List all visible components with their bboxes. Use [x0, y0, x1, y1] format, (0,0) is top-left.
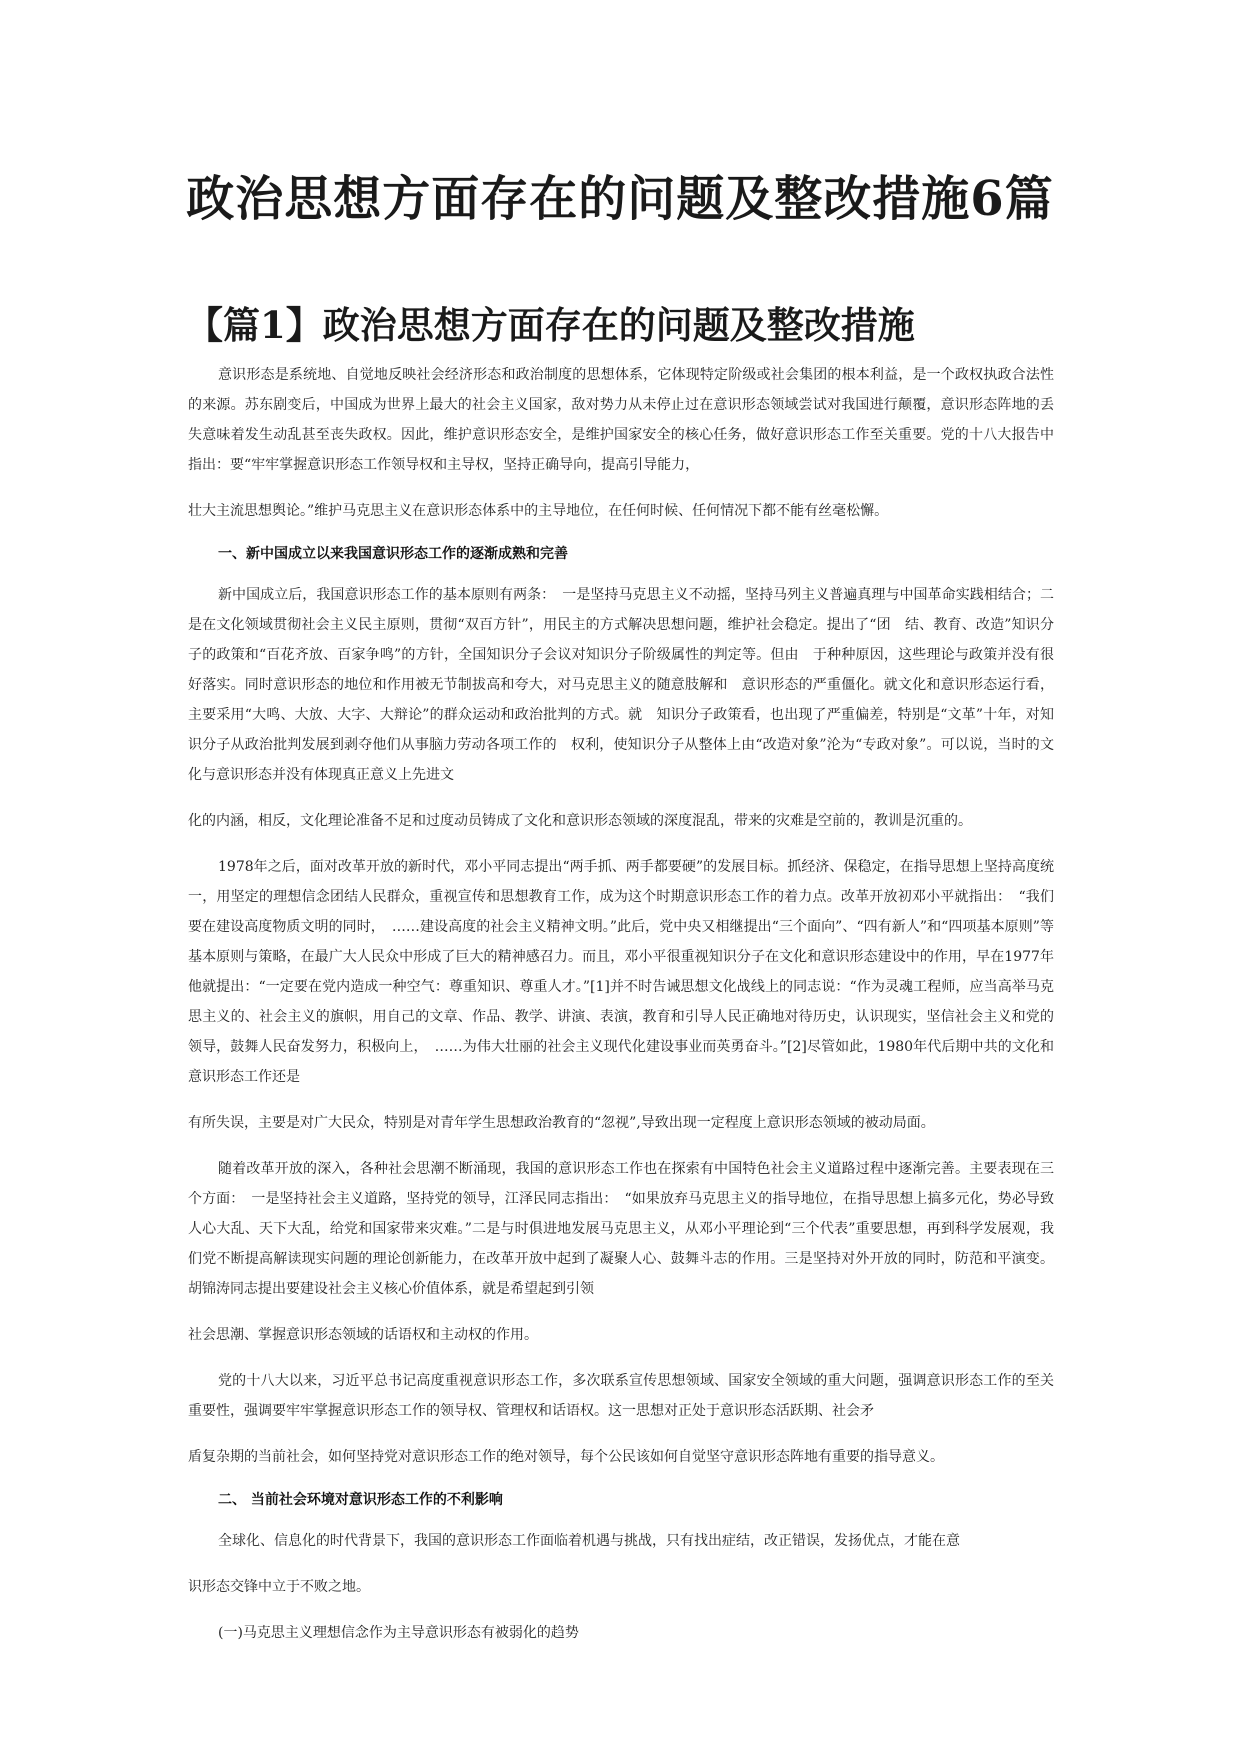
section-heading: 一、新中国成立以来我国意识形态工作的逐渐成熟和完善: [218, 546, 568, 562]
paragraph: (一)马克思主义理想信念作为主导意识形态有被弱化的趋势: [218, 1625, 579, 1641]
paragraph: 意识形态是系统地、自觉地反映社会经济形态和政治制度的思想体系，它体现特定阶级或社会集团的根本利益，是一个政权执政合法性的来源。苏东剧变后，中国成为世界上最大的社会主义国家，敌对势力从未停止过在意识形态领域尝试对我国进行颠覆，意识形态阵地的丢失意味着发生动乱甚至丧失政权。因此，维护意识形态安全，是维护国家安全的核心任务，做好意识形态工作至关重要。党的十八大报告中指出：要“牢牢掌握意识形态工作领导权和主导权，坚持正确导向，提高引导能力，: [188, 367, 1054, 473]
section-heading: 二、 当前社会环境对意识形态工作的不利影响: [218, 1492, 503, 1508]
paragraph: 社会思潮、掌握意识形态领域的话语权和主动权的作用。: [188, 1327, 538, 1343]
document-title: 政治思想方面存在的问题及整改措施6篇: [186, 171, 1054, 227]
paragraph: 全球化、信息化的时代背景下，我国的意识形态工作面临着机遇与挑战，只有找出症结，改正错误，发扬优点，才能在意: [218, 1533, 960, 1549]
paragraph: 盾复杂期的当前社会，如何坚持党对意识形态工作的绝对领导，每个公民该如何自觉坚守意识形态阵地有重要的指导意义。: [188, 1449, 944, 1465]
document-body: [188, 360, 1054, 1664]
paragraph: 壮大主流思想舆论。”维护马克思主义在意识形态体系中的主导地位，在任何时候、任何情况下都不能有丝毫松懈。: [188, 503, 889, 519]
paragraph: 新中国成立后，我国意识形态工作的基本原则有两条： 一是坚持马克思主义不动摇，坚持马列主义普遍真理与中国革命实践相结合；二是在文化领域贯彻社会主义民主原则，贯彻“双百方针”，用民主的方式解决思想问题，维护社会稳定。提出了“团 结、教育、改造”知识分子的政策和“百花齐放、百家争鸣”的方针，全国知识分子会议对知识分子阶级属性的判定等。但由 于种种原因，这些理论与政策并没有很好落实。同时意识形态的地位和作用被无节制拔高和夸大，对马克思主义的随意肢解和 意识形态的严重僵化。就文化和意识形态运行看，主要采用“大鸣、大放、大字、大辩论”的群众运动和政治批判的方式。就 知识分子政策看，也出现了严重偏差，特别是“文革”十年，对知识分子从政治批判发展到剥夺他们从事脑力劳动各项工作的 权利，使知识分子从整体上由“改造对象”沦为“专政对象”。可以说，当时的文化与意识形态并没有体现真正意义上先进文: [188, 587, 1054, 783]
paragraph: 化的内涵，相反，文化理论准备不足和过度动员铸成了文化和意识形态领域的深度混乱，带来的灾难是空前的，教训是沉重的。: [188, 813, 972, 829]
paragraph: 有所失误，主要是对广大民众，特别是对青年学生思想政治教育的“忽视”,导致出现一定程度上意识形态领域的被动局面。: [188, 1115, 935, 1131]
section-title: 【篇1】政治思想方面存在的问题及整改措施: [186, 303, 915, 347]
paragraph: 随着改革开放的深入，各种社会思潮不断涌现，我国的意识形态工作也在探索有中国特色社会主义道路过程中逐渐完善。主要表现在三个方面： 一是坚持社会主义道路，坚持党的领导，江泽民同志指出： “如果放弃马克思主义的指导地位，在指导思想上搞多元化，势必导致人心大乱、天下大乱，给党和国家带来灾难。”二是与时俱进地发展马克思主义，从邓小平理论到“三个代表”重要思想，再到科学发展观，我们党不断提高解读现实问题的理论创新能力，在改革开放中起到了凝聚人心、鼓舞斗志的作用。三是坚持对外开放的同时，防范和平演变。胡锦涛同志提出要建设社会主义核心价值体系，就是希望起到引领: [188, 1161, 1054, 1297]
paragraph: 识形态交锋中立于不败之地。: [188, 1579, 370, 1595]
paragraph: 党的十八大以来，习近平总书记高度重视意识形态工作，多次联系宣传思想领域、国家安全领域的重大问题，强调意识形态工作的至关重要性，强调要牢牢掌握意识形态工作的领导权、管理权和话语权。这一思想对正处于意识形态活跃期、社会矛: [188, 1373, 1054, 1419]
paragraph: 1978年之后，面对改革开放的新时代，邓小平同志提出“两手抓、两手都要硬”的发展目标。抓经济、保稳定，在指导思想上坚持高度统一，用坚定的理想信念团结人民群众，重视宣传和思想教育工作，成为这个时期意识形态工作的着力点。改革开放初邓小平就指出： “我们要在建设高度物质文明的同时， ……建设高度的社会主义精神文明。”此后，党中央又相继提出“三个面向”、“四有新人”和“四项基本原则”等基本原则与策略，在最广大人民众中形成了巨大的精神感召力。而且，邓小平很重视知识分子在文化和意识形态建设中的作用，早在1977年他就提出：“一定要在党内造成一种空气：尊重知识、尊重人才。”[1]并不时告诫思想文化战线上的同志说：“作为灵魂工程师，应当高举马克思主义的、社会主义的旗帜，用自己的文章、作品、教学、讲演、表演，教育和引导人民正确地对待历史，认识现实，坚信社会主义和党的领导，鼓舞人民奋发努力，积极向上， ……为伟大壮丽的社会主义现代化建设事业而英勇奋斗。”[2]尽管如此，1980年代后期中共的文化和意识形态工作还是: [188, 859, 1054, 1085]
